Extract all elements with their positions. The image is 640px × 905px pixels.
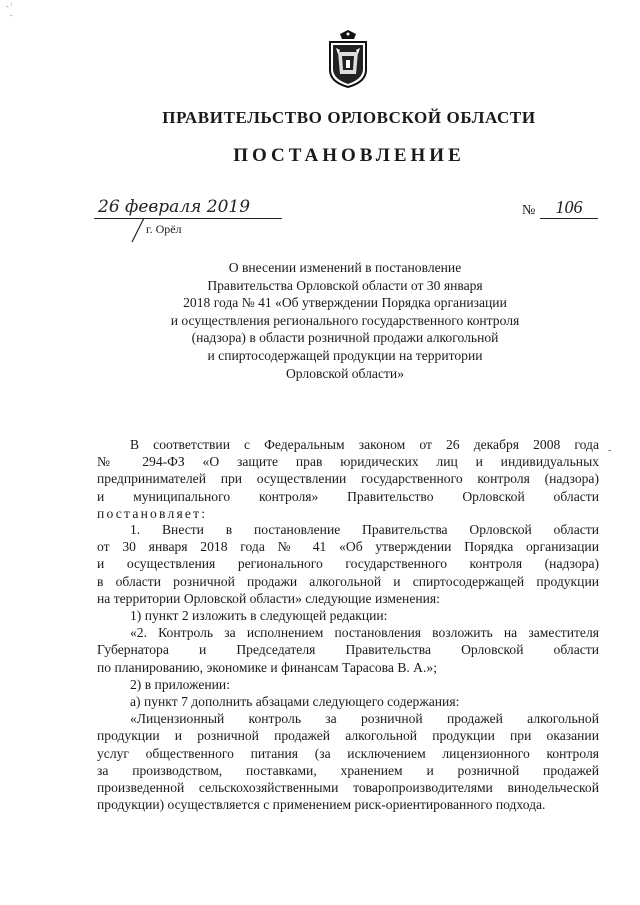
coat-of-arms-emblem [326, 30, 370, 88]
license-quote-line: продукции) осуществляется с применением риск-ориентированного подхода. [97, 797, 546, 813]
license-quote-line: за производством, поставками, хранением и розничной продажей [97, 762, 599, 778]
quote-2-line: Губернатора и Председателя Правительства Орловской области [97, 642, 599, 658]
subject-line: О внесении изменений в постановление [228, 260, 462, 275]
subject-line: Орловской области» [285, 365, 404, 381]
preamble-line: и муниципального контроля» Правительство Орловской области [97, 488, 599, 504]
preamble-line-resolves: постановляет: [97, 505, 208, 521]
item-1-line: на территории Орловской области» следующие изменения: [97, 590, 440, 606]
subject-line: и спиртосодержащей продукции на территории [207, 347, 483, 363]
document-subject [140, 259, 550, 382]
subject-line: Правительства Орловской области от 30 января [207, 277, 483, 293]
license-quote-line: продукции и розничной продажей алкогольной продукции при оказании [97, 728, 599, 744]
item-1-line: и осуществления регионального государственного контроля (надзора) [97, 556, 599, 572]
handwritten-date: 26 февраля 2019 [94, 196, 282, 219]
subject-line: 2018 года № 41 «Об утверждении Порядка организации [183, 295, 507, 311]
city-name: г. Орёл [146, 222, 182, 236]
preamble-line: № 294-ФЗ «О защите прав юридических лиц и индивидуальных [97, 454, 599, 470]
document-type: ПОСТАНОВЛЕНИЕ [233, 145, 465, 166]
sub-item-2a: а) пункт 7 дополнить абзацами следующего содержания: [130, 694, 460, 710]
slash-mark [128, 217, 148, 243]
item-1-line: 1. Внести в постановление Правительства Орловской области [130, 522, 599, 537]
scan-mark: - ' - [6, 2, 13, 20]
item-1-line: от 30 января 2018 года № 41 «Об утверждении Порядка организации [97, 539, 599, 555]
subject-line: (надзора) в области розничной продажи алкогольной [191, 330, 499, 346]
preamble-line: предпринимателей при осуществлении государственного контроля (надзора) [97, 471, 599, 487]
sub-item-2: 2) в приложении: [130, 676, 230, 692]
organization-title: ПРАВИТЕЛЬСТВО ОРЛОВСКОЙ ОБЛАСТИ [162, 108, 536, 127]
margin-tick: - [608, 445, 612, 456]
number-sign: № [522, 203, 536, 218]
item-1-paragraph [97, 521, 599, 813]
subject-line: и осуществления регионального государственного контроля [170, 312, 520, 328]
license-quote-line: «Лицензионный контроль за розничной продажей алкогольной [130, 711, 599, 727]
license-quote-line: произведенной сельскохозяйственными товаропроизводителями винодельческой [97, 780, 599, 796]
preamble-line: В соответствии с Федеральным законом от 26 декабря 2008 года [130, 437, 599, 452]
item-1-line: в области розничной продажи алкогольной и спиртосодержащей продукции [97, 573, 599, 589]
quote-2-line: «2. Контроль за исполнением постановления возложить на заместителя [130, 625, 599, 641]
quote-2-line: по планированию, экономике и финансам Тарасова В. А.»; [97, 659, 437, 675]
license-quote-line: услуг общественного питания (за исключением лицензионного контроля [97, 745, 599, 761]
sub-item-1: 1) пункт 2 изложить в следующей редакции: [130, 608, 388, 624]
handwritten-number: 106 [540, 196, 598, 219]
preamble-paragraph [97, 436, 599, 522]
